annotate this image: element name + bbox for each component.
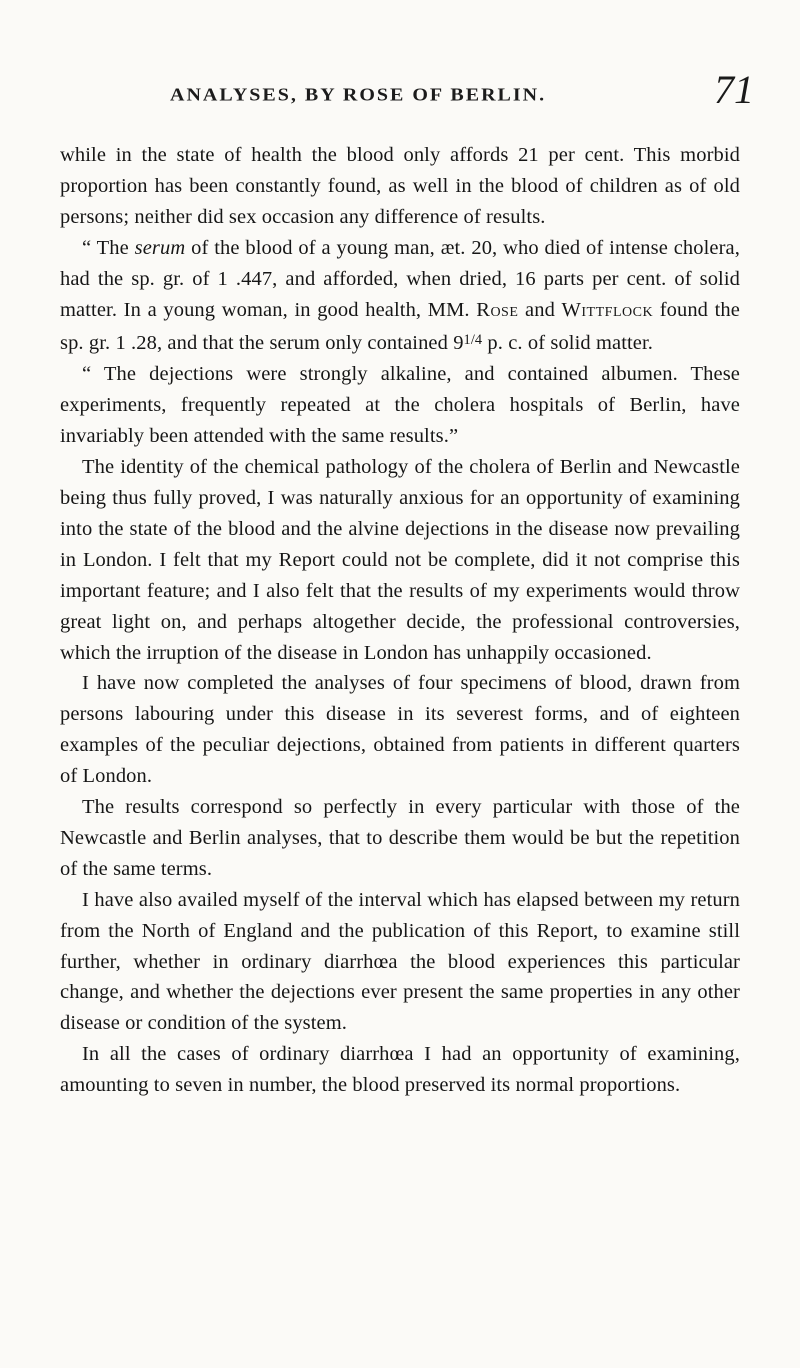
p2-name-wittflock: Wittflock bbox=[561, 298, 654, 321]
paragraph-8: In all the cases of ordinary diarrhœa I had an opportunity of examining, amounting to seven in number, the blood preserved its normal proportions. bbox=[60, 1043, 740, 1097]
paragraph-1: while in the state of health the blood only affords 21 per cent. This morbid proportion has been constantly found, as well in the blood of children as of old persons; neither did sex occasion any difference of results. bbox=[60, 144, 740, 228]
p2-text-g: found the sp. gr. 1 .28, and that the serum only contained 9 bbox=[60, 298, 740, 355]
paragraph-3: “ The dejections were strongly alkaline, and contained albumen. These experiments, frequently repeated at the cholera hospitals of Berlin, have invariably been attended with the same results.” bbox=[60, 363, 740, 448]
page-number: 71 bbox=[714, 67, 754, 112]
paragraph-6: The results correspond so perfectly in every particular with those of the Newcastle and Berlin analyses, that to describe them would be but the repetition of the same terms. bbox=[60, 796, 740, 880]
p2-name-rose: Rose bbox=[476, 298, 519, 321]
p2-serum: serum bbox=[134, 236, 186, 259]
body-text bbox=[60, 140, 740, 1101]
running-head: ANALYSES, BY ROSE OF BERLIN. bbox=[170, 84, 547, 106]
p2-text-i: p. c. of solid matter. bbox=[487, 332, 654, 355]
p2-text-a: “ The bbox=[82, 236, 129, 259]
paragraph-2 bbox=[60, 233, 740, 360]
p2-text-c: of the blood of a young man, æt. 20, who died of intense cholera, had the sp. gr. of 1 .447, and afforded, when dried, 16 parts per cent. of solid matter. In a young woman, in good health, MM. bbox=[60, 236, 740, 321]
p2-text-e: and bbox=[525, 298, 555, 321]
paragraph-5: I have now completed the analyses of four specimens of blood, drawn from persons labouring under this disease in its severest forms, and of eighteen examples of the peculiar dejections, obtained from patients in different quarters of London. bbox=[60, 672, 740, 788]
paragraph-7: I have also availed myself of the interval which has elapsed between my return from the North of England and the publication of this Report, to examine still further, whether in ordinary diarrhœa the blood experiences this particular change, and whether the dejections ever present the same properties in any other disease or condition of the system. bbox=[60, 888, 740, 1035]
paragraph-4: The identity of the chemical pathology of the cholera of Berlin and Newcastle being thus fully proved, I was naturally anxious for an opportunity of examining into the state of the blood and the alvine dejections in the disease now prevailing in London. I felt that my Report could not be complete, did it not comprise this important feature; and I also felt that the results of my experiments would throw great light on, and perhaps altogether decide, the professional controversies, which the irruption of the disease in London has unhappily occasioned. bbox=[60, 456, 740, 664]
p2-fraction: 1/4 bbox=[463, 332, 483, 349]
